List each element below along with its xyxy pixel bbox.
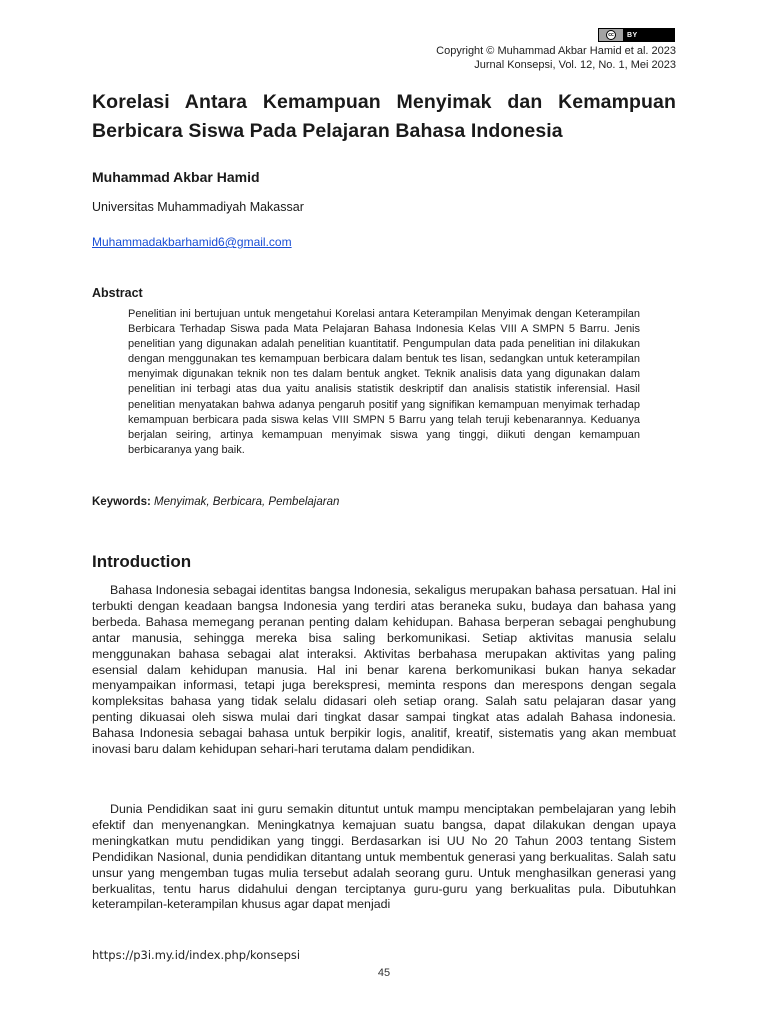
keywords-line	[92, 496, 339, 508]
running-header	[436, 44, 676, 72]
cc-logo	[599, 29, 623, 41]
introduction-heading: Introduction	[92, 552, 192, 571]
author-name: Muhammad Akbar Hamid	[92, 169, 260, 185]
author-email-link[interactable]: Muhammadakbarhamid6@gmail.com	[92, 235, 292, 249]
journal-citation: Jurnal Konsepsi, Vol. 12, No. 1, Mei 2023	[474, 59, 676, 71]
copyright-line: Copyright © Muhammad Akbar Hamid et al. 2023	[436, 45, 676, 57]
author-affiliation: Universitas Muhammadiyah Makassar	[92, 200, 304, 214]
abstract-text: Penelitian ini bertujuan untuk mengetahui Korelasi antara Keterampilan Menyimak dengan Keterampilan Berbicara Terhadap Siswa pada Mata Pelajaran Bahasa Indonesia Kelas VIII A SMPN 5 Barru. Jenis penelitian yang digunakan adalah penelitian kuantitatif. Pengumpulan data pada penelitian ini dilakukan dengan menggunakan tes kemampuan berbicara dalam bentuk tes lisan, sedangkan untuk keterampilan menyimak digunakan teknik non tes dalam bentuk angket. Teknik analisis data yang digunakan dalam penelitian ini terbagi atas dua yaitu analisis statistik deskriptif dan analisis statistik inferensial. Hasil penelitian menyatakan bahwa adanya pengaruh positif yang signifikan kemampuan menyimak terhadap kemampuan berbicara pada siswa kelas VIII SMPN 5 Barru yang telah teruji kebenarannya. Keduanya berjalan seiring, artinya kemampuan menyimak siswa yang tinggi, diikuti dengan kemampuan berbicaranya yang baik.	[128, 308, 640, 456]
page-number: 45	[377, 967, 391, 979]
cc-icon: cc	[606, 30, 616, 40]
abstract-heading: Abstract	[92, 286, 143, 300]
journal-url-link[interactable]: https://p3i.my.id/index.php/konsepsi	[92, 948, 301, 962]
cc-license-badge	[598, 28, 675, 42]
introduction-paragraph-2: Dunia Pendidikan saat ini guru semakin dituntut untuk mampu menciptakan pembelajaran yang lebih efektif dan menyenangkan. Meningkatnya kemajuan suatu bangsa, dapat dilakukan dengan upaya meningkatkan mutu pendidikan yang tinggi. Berdasarkan isi UU No 20 Tahun 2003 tentang Sistem Pendidikan Nasional, dunia pendidikan ditantang untuk membentuk generasi yang berkualitas. Salah satu unsur yang mengemban tugas mulia tersebut adalah seorang guru. Untuk menghasilkan generasi yang berkualitas, tentu harus didahului dengan terciptanya guru-guru yang berkualitas pula. Dibutuhkan keterampilan-keterampilan khusus agar dapat menjadi	[92, 802, 676, 912]
keywords-value: Menyimak, Berbicara, Pembelajaran	[154, 496, 340, 508]
introduction-paragraph-1: Bahasa Indonesia sebagai identitas bangsa Indonesia, sekaligus merupakan bahasa persatuan. Hal ini terbukti dengan keadaan bangsa Indonesia yang terdiri atas beraneka suku, budaya dan bahasa yang berbeda. Bahasa memegang peranan penting dalam kehidupan. Bahasa berperan sebagai penghubung antar manusia, sehingga mereka bisa saling berkomunikasi. Setiap aktivitas manusia selalu menggunakan bahasa sebagai alat interaksi. Aktivitas berbahasa merupakan aktivitas yang paling esensial dalam kehidupan manusia. Hal ini benar karena berkomunikasi bukan hanya sekadar menyampaikan informasi, tetapi juga berekspresi, meminta respons dan merespons dengan segala kompleksitas bahasa yang tidak selalu didasari oleh setiap orang. Salah satu pelajaran dasar yang penting dikuasai oleh siswa mulai dari tingkat dasar sampai tingkat atas adalah Bahasa indonesia. Bahasa Indonesia sebagai bahasa untuk berpikir logis, analitif, kreatif, sistematis yang akan membuat inovasi baru dalam kehidupan sehari-hari terutama dalam pendidikan.	[92, 583, 676, 757]
cc-by-label: BY	[627, 31, 638, 39]
article-title: Korelasi Antara Kemampuan Menyimak dan Kemampuan Berbicara Siswa Pada Pelajaran Bahasa Indonesia	[92, 91, 676, 142]
keywords-label: Keywords:	[92, 496, 151, 508]
